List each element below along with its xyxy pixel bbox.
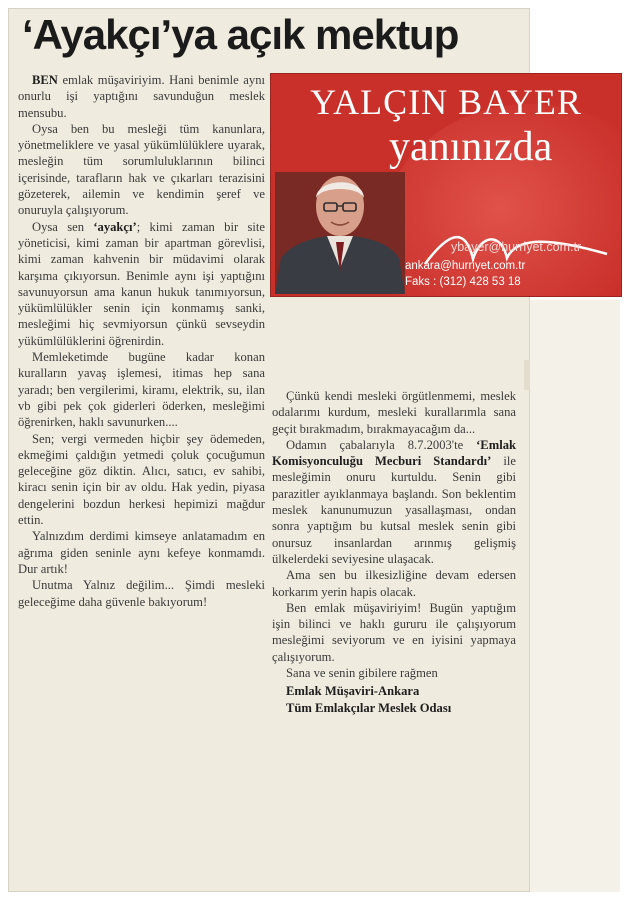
paragraph: Memleketimde bugüne kadar konan kuralların yavaş işlemesi, itimas hep sana yaradı; ben vergilerimi, kiramı, elektrik, su, ilan vb gibi pek çok giderleri öderken, mesleğimi öğrenirken, haklı savunurken.... — [18, 350, 265, 430]
paragraph-text: emlak müşaviriyim. Hani benimle aynı onurlu işi yaptığını savunduğun meslek mensubu. — [18, 73, 265, 120]
signature-line: Emlak Müşaviri-Ankara — [286, 684, 420, 699]
paragraph: Unutma Yalnız değilim... Şimdi mesleki geleceğime daha güvenle bakıyorum! — [18, 578, 265, 609]
paragraph — [272, 437, 516, 567]
headline: ‘Ayakçı’ya açık mektup — [22, 11, 459, 58]
paragraph-text: ; kimi zaman bir site yöneticisi, kimi zaman bir apartman görevlisi, kimi zaman kahvenin bir müdavimi olarak karşıma çıkıyorsun. Benimle aynı işi yaptığını savunuyorsun ama kanun hukuk tanımıyorsun, yükümlülükler senin için konmamış sanki, mesleğimi hiç sevmiyorsun çünkü sevseydin yükümlülüklerini öğrenirdin. — [18, 219, 265, 348]
paragraph-text: Oysa sen — [32, 219, 94, 234]
left-column — [18, 72, 265, 610]
signature-block — [272, 683, 516, 717]
office-email: ankara@hurriyet.com.tr — [405, 260, 526, 272]
scan-artifact — [524, 360, 530, 390]
paragraph: Sen; vergi vermeden hiçbir şey ödemeden, ekmeğimi çaldığın yetmedi çoluk çocuğumun geleceğine göz diktin. Alıcı, satıcı, ev sahibi, kiracı senin için bir av oldu. Hak yedin, piyasa dengelerini bozdun herkesi hepimizi mağdur ettin. — [18, 431, 265, 528]
paragraph: Ama sen bu ilkesizliğine devam edersen korkarım yerin hapis olacak. — [272, 568, 516, 599]
right-column — [272, 388, 516, 717]
paragraph-text: ile mesleğimin onuru kurtuldu. Senin gibi parazitler ayıklanmaya başlandı. Son beklentim meslek kanunumuzun yasallaşması, ondan sonra yaptığım bu kutsal meslek senin gibi onursuz insanlardan arınmış gelişmiş ülkelerdeki seviyesine ulaşacak. — [272, 454, 516, 566]
columnist-photo-icon — [275, 172, 405, 294]
paragraph: Oysa ben bu mesleği tüm kanunlara, yönetmeliklere ve yasal yükümlülüklere uyarak, mesleğin tüm sorumluluklarının bilinci içerisinde, tarafların hak ve çıkarları terazisini gözeterek, ailemin ve kendimin şeref ve onuruyla çalışıyorum. — [18, 121, 265, 218]
paragraph: Çünkü kendi mesleki örgütlenmemi, meslek odalarımı kurdum, mesleki kurallarımla sana geçit bırakmadım, bırakmayacağım da... — [272, 389, 516, 436]
bold-term: ‘ayakçı’ — [93, 219, 137, 234]
adjacent-page-strip — [530, 300, 620, 892]
columnist-email: ybayer@hurriyet.com.tr — [451, 240, 582, 254]
column-subtitle: yanınızda — [389, 124, 553, 170]
paragraph — [18, 72, 265, 121]
columnist-name: YALÇIN BAYER — [310, 82, 582, 122]
lead-word: BEN — [32, 73, 58, 87]
bold-term: ‘Emlak Komisyonculuğu Mecburi Standardı’ — [272, 437, 516, 469]
paragraph: Yalnızdım derdimi kimseye anlatamadım en ağrıma giden seninle aynı kefeye konmamdı. Dur artık! — [18, 529, 265, 576]
paragraph: Sana ve senin gibilere rağmen — [286, 666, 438, 681]
columnist-banner — [271, 74, 621, 296]
paragraph-text: Odamın çabalarıyla 8.7.2003'te — [286, 437, 477, 452]
paragraph: Ben emlak müşaviriyim! Bugün yaptığım işin bilinci ve haklı gururu ile çalışıyorum mesleğimi seviyorum ve en iyisini yapmaya çalışıyorum. — [272, 600, 516, 664]
fax-number: Faks : (312) 428 53 18 — [405, 276, 521, 288]
paragraph — [18, 219, 265, 349]
signature-line: Tüm Emlakçılar Meslek Odası — [286, 701, 452, 716]
